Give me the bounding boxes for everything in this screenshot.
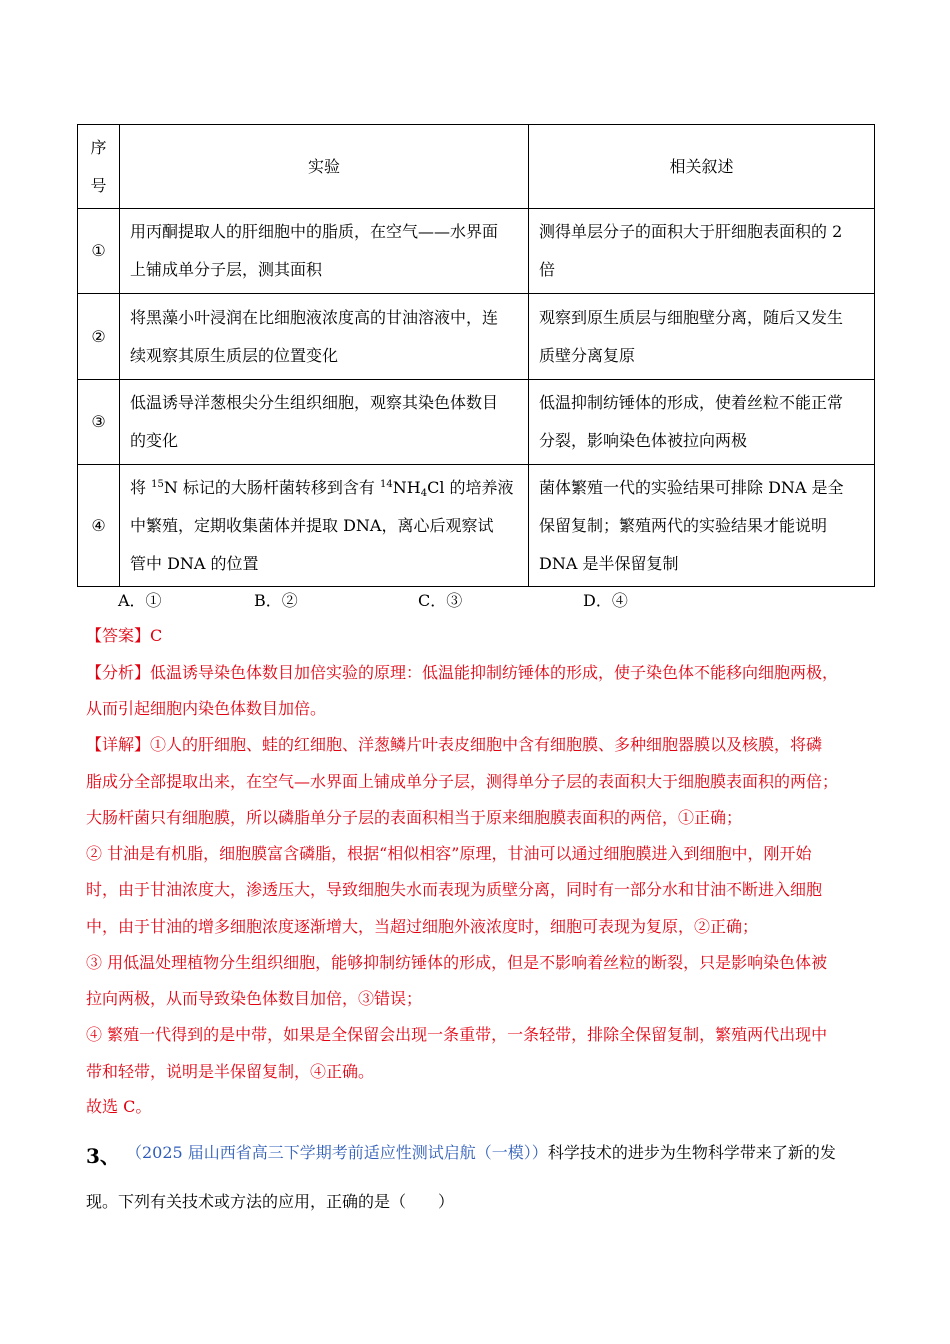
table-row [78, 380, 875, 465]
table-row [78, 209, 875, 294]
text-line: 续观察其原生质层的位置变化 [130, 345, 339, 365]
text-line: DNA 是半保留复制 [539, 553, 679, 573]
text-line: 菌体繁殖一代的实验结果可排除 DNA 是全 [539, 477, 844, 497]
table-header-row [78, 125, 875, 209]
detail-line: 时，由于甘油浓度大，渗透压大，导致细胞失水而表现为质壁分离，同时有一部分水和甘油不断进入细胞 [86, 880, 823, 899]
row-description [529, 209, 875, 294]
text-line: 管中 DNA 的位置 [130, 553, 259, 573]
option-d[interactable]: D．④ [583, 591, 628, 610]
analysis-line: 【分析】低温诱导染色体数目加倍实验的原理：低温能抑制纺锤体的形成，使子染色体不能移向细胞两极， [86, 663, 839, 682]
row-number: ③ [78, 380, 120, 465]
table-row [78, 294, 875, 380]
row-description [529, 465, 875, 587]
text-line: 中繁殖，定期收集菌体并提取 DNA，离心后观察试 [130, 515, 494, 535]
header-number-top: 序 [90, 137, 107, 157]
detail-line: ③ 用低温处理植物分生组织细胞，能够抑制纺锤体的形成，但是不影响着丝粒的断裂，只是影响染色体被 [86, 953, 828, 972]
text-fragment: N 标记的大肠杆菌转移到含有 [163, 477, 381, 497]
row-experiment [120, 209, 529, 294]
text-line: 倍 [539, 260, 556, 279]
header-number-bottom: 号 [90, 175, 107, 195]
header-experiment: 实验 [120, 125, 529, 209]
row-number: ④ [78, 465, 120, 587]
text-line: 将黑藻小叶浸润在比细胞液浓度高的甘油溶液中，连 [130, 307, 499, 327]
question-stem-line: 现。下列有关技术或方法的应用，正确的是（ ） [86, 1192, 455, 1211]
formula-subscript: 4 [420, 487, 428, 499]
detail-line: 脂成分全部提取出来，在空气—水界面上铺成单分子层，测得单分子层的表面积大于细胞膜表面积的两倍； [86, 772, 839, 791]
text-line: 低温抑制纺锤体的形成，使着丝粒不能正常 [539, 393, 844, 412]
option-c[interactable]: C．③ [418, 591, 463, 610]
question-source: （2025 届山西省高三下学期考前适应性测试启航（一模）） [126, 1143, 548, 1162]
analysis-line: 从而引起细胞内染色体数目加倍。 [86, 699, 327, 718]
text-line: 质壁分离复原 [539, 345, 636, 365]
question-text: 科学技术的进步为生物科学带来了新的发 [547, 1143, 836, 1162]
isotope-superscript: 15 [151, 478, 164, 490]
header-description: 相关叙述 [529, 125, 875, 209]
text-line: 保留复制；繁殖两代的实验结果才能说明 [539, 515, 828, 535]
detail-line: ② 甘油是有机脂，细胞膜富含磷脂，根据“相似相容”原理，甘油可以通过细胞膜进入到细胞中，刚开始 [86, 844, 812, 863]
isotope-superscript: 14 [380, 478, 393, 490]
question-stem-line [126, 1142, 836, 1164]
option-a[interactable]: A．① [118, 591, 162, 610]
detail-line: 中，由于甘油的增多细胞浓度逐渐增大，当超过细胞外液浓度时，细胞可表现为复原，②正确； [86, 917, 759, 936]
detail-line: 拉向两极，从而导致染色体数目加倍，③错误； [86, 989, 423, 1008]
conclusion-line: 故选 C。 [86, 1097, 152, 1116]
row-experiment [120, 294, 529, 380]
text-fragment: NH [392, 477, 421, 497]
detail-line: ④ 繁殖一代得到的是中带，如果是全保留会出现一条重带，一条轻带，排除全保留复制，繁殖两代出现中 [86, 1025, 828, 1044]
text-line: 低温诱导洋葱根尖分生组织细胞，观察其染色体数目 [130, 393, 499, 412]
text-line: 的变化 [130, 431, 179, 450]
text-line: 用丙酮提取人的肝细胞中的脂质，在空气——水界面 [130, 222, 499, 241]
text-fragment: Cl 的培养液 [427, 477, 514, 497]
question-number: 3、 [86, 1144, 120, 1168]
option-b[interactable]: B．② [254, 591, 298, 610]
row-experiment [120, 380, 529, 465]
row-number: ② [78, 294, 120, 380]
answer-label: 【答案】C [86, 626, 163, 645]
text-fragment: 将 [130, 477, 152, 497]
row-description [529, 380, 875, 465]
detail-line: 大肠杆菌只有细胞膜，所以磷脂单分子层的表面积相当于原来细胞膜表面积的两倍，①正确； [86, 808, 743, 827]
text-line: 上铺成单分子层，测其面积 [130, 260, 323, 279]
detail-line: 【详解】①人的肝细胞、蛙的红细胞、洋葱鳞片叶表皮细胞中含有细胞膜、多种细胞器膜以及核膜，将磷 [86, 735, 823, 754]
text-line: 分裂，影响染色体被拉向两极 [539, 431, 748, 450]
text-line [130, 469, 518, 507]
row-description [529, 294, 875, 380]
text-line: 测得单层分子的面积大于肝细胞表面积的 2 [539, 222, 843, 241]
detail-line: 带和轻带，说明是半保留复制，④正确。 [86, 1062, 375, 1081]
row-experiment [120, 465, 529, 587]
row-number: ① [78, 209, 120, 294]
experiment-table [77, 124, 875, 587]
table-row [78, 465, 875, 587]
text-line: 观察到原生质层与细胞壁分离，随后又发生 [539, 307, 844, 327]
header-number-cell [78, 125, 120, 209]
